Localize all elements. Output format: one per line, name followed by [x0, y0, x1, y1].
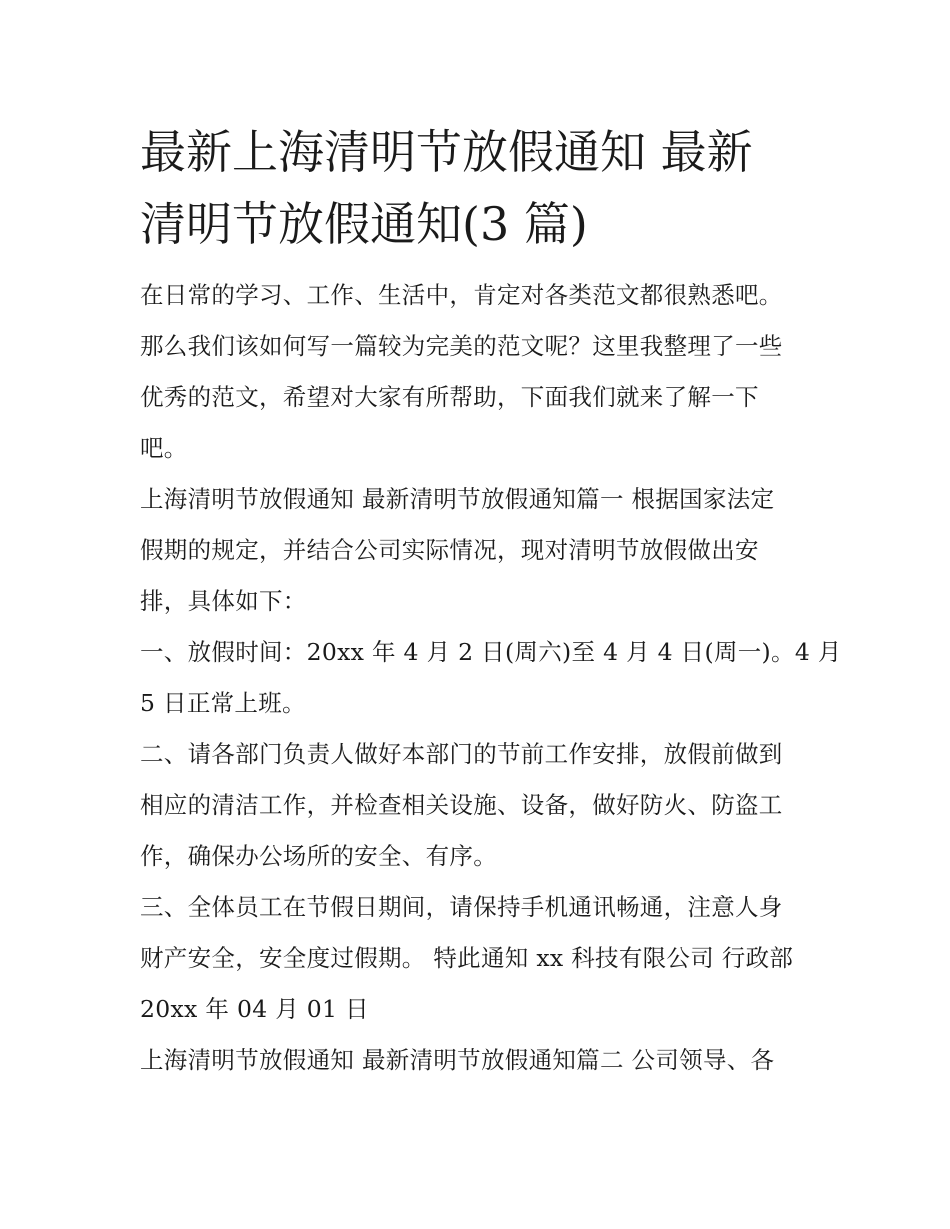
text-line: 5 日正常上班。 [140, 689, 306, 717]
document-body [140, 116, 842, 1086]
document-title [140, 116, 820, 260]
department-arrangement-paragraph [140, 729, 820, 882]
text-line: 一、放假时间：20xx 年 4 月 2 日(周六)至 4 月 4 日(周一)。4 月 [140, 638, 842, 666]
title-line: 清明节放假通知(3 篇) [140, 197, 588, 251]
text-line: 上海清明节放假通知 最新清明节放假通知篇一 根据国家法定 [140, 485, 775, 513]
text-line: 假期的规定，并结合公司实际情况，现对清明节放假做出安 [140, 536, 759, 564]
title-line: 最新上海清明节放假通知 最新 [140, 125, 753, 179]
intro-paragraph [140, 270, 820, 474]
text-line: 排，具体如下： [140, 587, 307, 615]
signature-date-line: 20xx 年 04 月 01 日 [140, 995, 369, 1023]
text-line: 三、全体员工在节假日期间，请保持手机通讯畅通，注意人身 [140, 893, 783, 921]
text-line: 吧。 [140, 434, 188, 462]
text-line: 二、请各部门负责人做好本部门的节前工作安排，放假前做到 [140, 740, 783, 768]
text-line: 财产安全，安全度过假期。 特此通知 xx 科技有限公司 行政部 [140, 944, 794, 972]
text-line: 优秀的范文，希望对大家有所帮助，下面我们就来了解一下 [140, 383, 759, 411]
notice-two-intro-paragraph [140, 1035, 820, 1086]
text-line: 作，确保办公场所的安全、有序。 [140, 842, 497, 870]
notice-one-intro-paragraph [140, 474, 820, 627]
text-line: 相应的清洁工作，并检查相关设施、设备，做好防火、防盗工 [140, 791, 783, 819]
text-line: 在日常的学习、工作、生活中，肯定对各类范文都很熟悉吧。 [140, 281, 783, 309]
text-line: 那么我们该如何写一篇较为完美的范文呢？这里我整理了一些 [140, 332, 783, 360]
text-line: 上海清明节放假通知 最新清明节放假通知篇二 公司领导、各 [140, 1046, 775, 1074]
holiday-time-paragraph [140, 627, 842, 729]
safety-notice-paragraph [140, 882, 820, 1035]
